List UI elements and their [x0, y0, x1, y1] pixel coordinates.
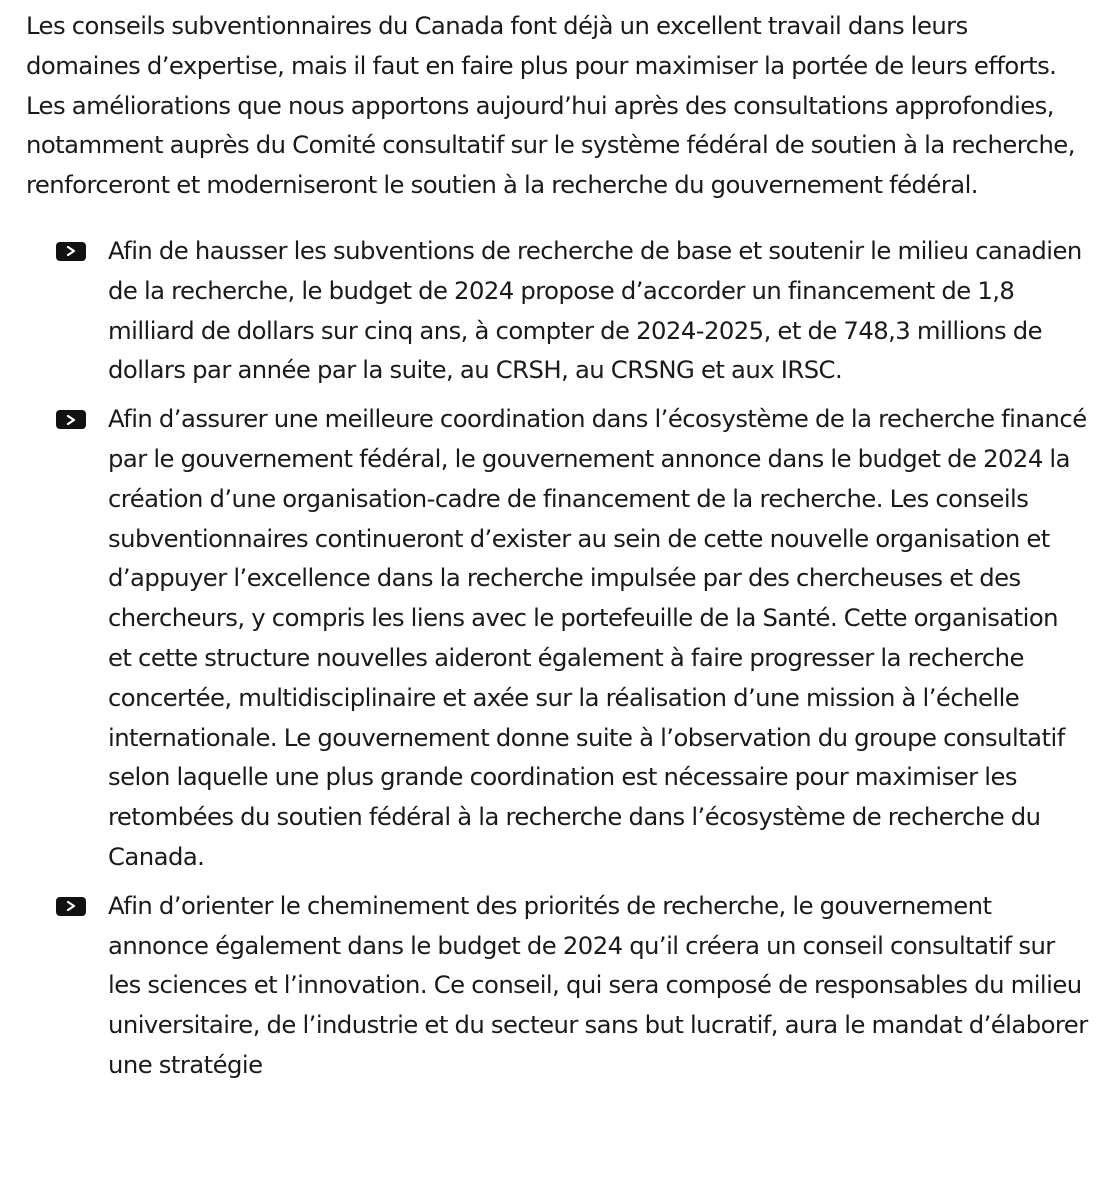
bullet-list — [26, 231, 1088, 1085]
arrow-bullet-icon — [56, 897, 86, 916]
bullet-text: Afin de hausser les subventions de recherche de base et soutenir le milieu canadien de la recherche, le budget de 2024 propose d’accorder un financement de 1,8 milliard de dollars sur cinq ans, à compter de 2024-2025, et de 748,3 millions de dollars par année par la suite, au CRSH, au CRSNG et aux IRSC. — [108, 235, 1082, 385]
bullet-item — [26, 231, 1088, 390]
bullet-text: Afin d’orienter le cheminement des priorités de recherche, le gouvernement annonce également dans le budget de 2024 qu’il créera un conseil consultatif sur les sciences et l’innovation. Ce conseil, qui sera composé de responsables du milieu universitaire, de l’industrie et du secteur sans but lucratif, aura le mandat d’élaborer une stratégie — [108, 890, 1088, 1079]
intro-paragraph: Les conseils subventionnaires du Canada font déjà un excellent travail dans leurs domaines d’expertise, mais il faut en faire plus pour maximiser la portée de leurs efforts. Les améliorations que nous apportons aujourd’hui après des consultations approfondies, notamment auprès du Comité consultatif sur le système fédéral de soutien à la recherche, renforceront et moderniseront le soutien à la recherche du gouvernement fédéral. — [26, 11, 1075, 200]
bullet-item — [26, 399, 1088, 877]
arrow-bullet-icon — [56, 242, 86, 261]
document-page — [26, 6, 1088, 1094]
arrow-bullet-icon — [56, 410, 86, 429]
bullet-item — [26, 886, 1088, 1085]
bullet-text: Afin d’assurer une meilleure coordination dans l’écosystème de la recherche financé par le gouvernement fédéral, le gouvernement annonce dans le budget de 2024 la création d’une organisation-cadre de financement de la recherche. Les conseils subventionnaires continueront d’exister au sein de cette nouvelle organisation et d’appuyer l’excellence dans la recherche impulsée par des chercheuses et des chercheurs, y compris les liens avec le portefeuille de la Santé. Cette organisation et cette structure nouvelles aideront également à faire progresser la recherche concertée, multidisciplinaire et axée sur la réalisation d’une mission à l’échelle internationale. Le gouvernement donne suite à l’observation du groupe consultatif selon laquelle une plus grande coordination est nécessaire pour maximiser les retombées du soutien fédéral à la recherche dans l’écosystème de recherche du Canada. — [108, 404, 1087, 871]
